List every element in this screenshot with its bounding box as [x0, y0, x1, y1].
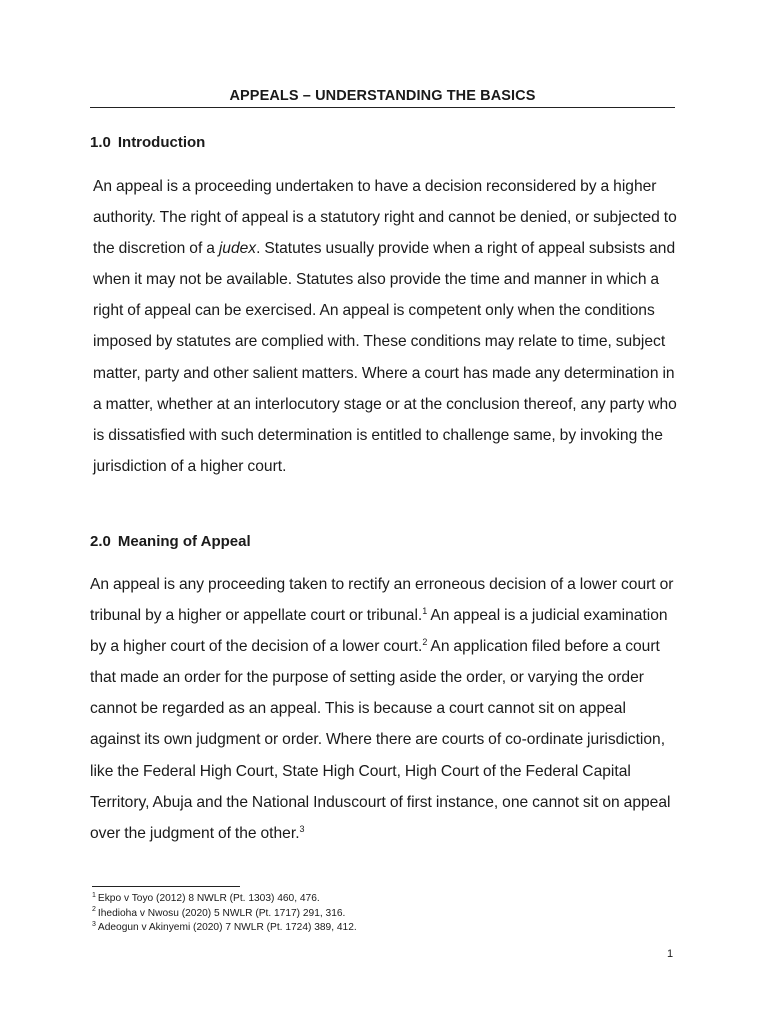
footnote-text: Ihedioha v Nwosu (2020) 5 NWLR (Pt. 1717) 291, 316. [97, 907, 346, 919]
footnote-mark: 1 [92, 891, 96, 899]
section-heading-text: Introduction [117, 134, 206, 151]
footnote-mark: 3 [92, 920, 96, 928]
footnote-text: Ekpo v Toyo (2012) 8 NWLR (Pt. 1303) 460, 476. [97, 893, 320, 904]
paragraph-text: . Statutes usually provide when a right of appeal subsists and when it may not be available. Statutes also provide the time and manner in which a right of appeal can be exercised. An appeal is competent only when the conditions imposed by statutes are complied with. These conditions may relate to time, subject matter, party and other salient matters. Where a court has made any determination in a matter, whether at an interlocutory stage or at the conclusion thereof, any party who is dissatisfied with such determination is entitled to challenge same, by invoking the jurisdiction of a higher court. [93, 240, 677, 475]
footnote-reference[interactable]: 1 [422, 605, 428, 616]
meaning-paragraph [90, 569, 675, 849]
footnote-text: Adeogun v Akinyemi (2020) 7 NWLR (Pt. 1724) 389, 412. [97, 922, 357, 933]
section-heading-meaning-of-appeal [90, 533, 251, 550]
paragraph-text: An application filed before a court that made an order for the purpose of setting aside the order, or varying the order cannot be regarded as an appeal. This is because a court cannot sit on appeal against its own judgment or order. Where there are courts of co-ordinate jurisdiction, like the Federal High Court, State High Court, High Court of the Federal Capital Territory, Abuja and the National Induscourt of first instance, one cannot sit on appeal over the judgment of the other. [90, 638, 671, 842]
page-number: 1 [667, 948, 674, 960]
section-number: 1.0 [90, 134, 111, 151]
section-heading-text: Meaning of Appeal [117, 533, 251, 550]
paragraph-emphasis: judex [218, 240, 257, 258]
footnote-item [92, 907, 357, 922]
paragraph-text: An appeal is a proceeding undertaken to have a decision reconsidered by a higher authority. The right of appeal is a statutory right and cannot be denied, or subjected to the discretion of a [93, 178, 677, 258]
footnote-mark: 2 [92, 906, 96, 914]
footnotes [92, 892, 357, 936]
footnote-separator [92, 886, 240, 887]
footnote-item [92, 892, 357, 907]
section-number: 2.0 [90, 533, 111, 550]
document-title: APPEALS – UNDERSTANDING THE BASICS [90, 88, 675, 108]
introduction-paragraph [93, 171, 678, 482]
paragraph-text: An appeal is a judicial examination by a higher court of the decision of a lower court. [90, 607, 668, 656]
paragraph-text: An appeal is any proceeding taken to rectify an erroneous decision of a lower court or tribunal by a higher or appellate court or tribunal. [90, 576, 674, 625]
footnote-reference[interactable]: 3 [299, 823, 305, 834]
footnote-reference[interactable]: 2 [422, 637, 428, 647]
section-heading-introduction [90, 134, 205, 151]
footnote-item [92, 921, 357, 936]
